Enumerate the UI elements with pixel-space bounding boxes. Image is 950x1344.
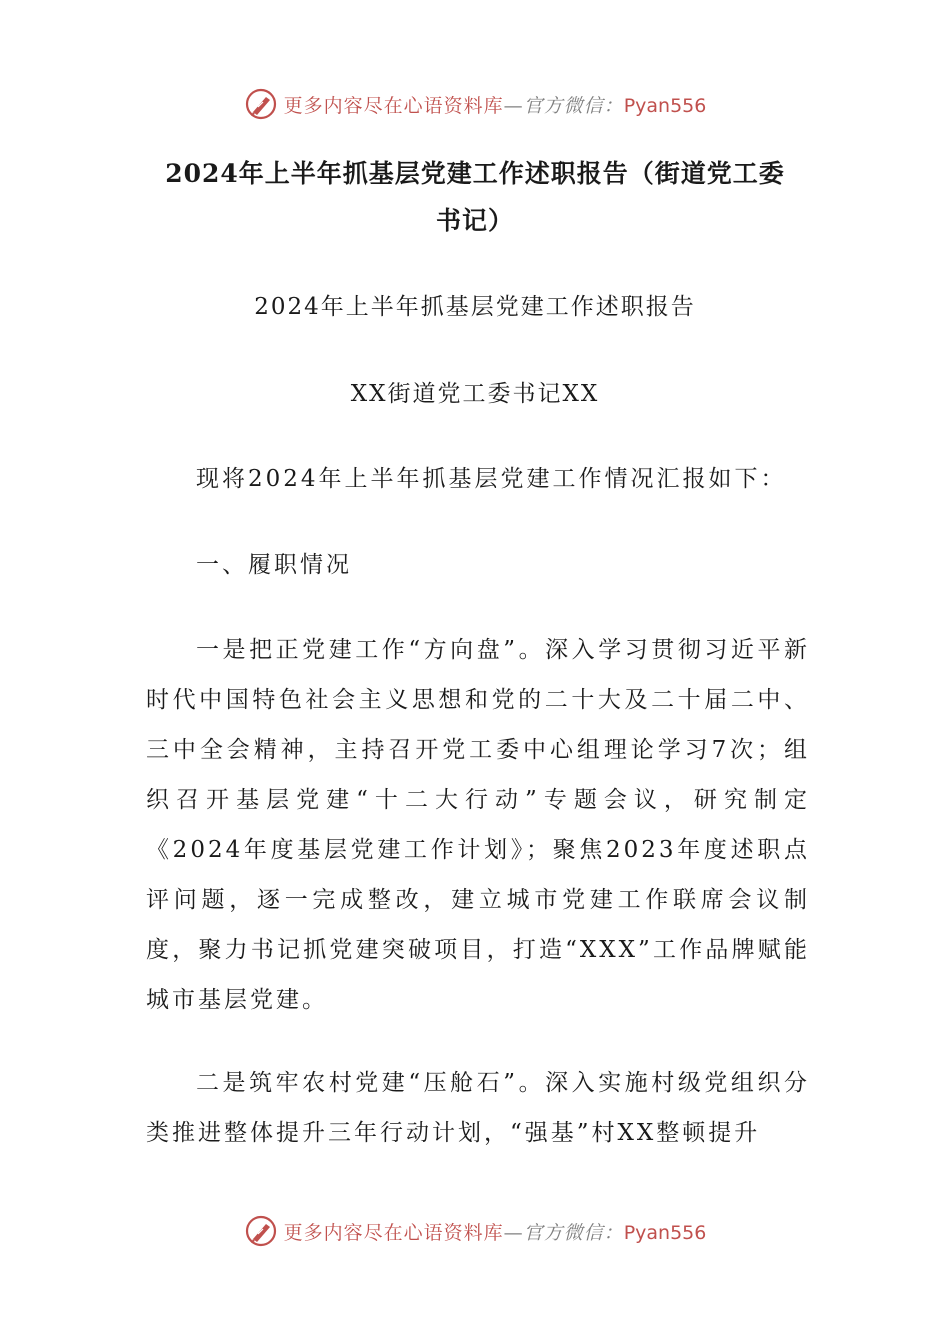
watermark-separator: —: [503, 94, 524, 117]
intro-paragraph: 现将2024年上半年抓基层党建工作情况汇报如下：: [196, 466, 787, 492]
body-paragraph: 一是把正党建工作“方向盘”。深入学习贯彻习近平新时代中国特色社会主义思想和党的二十大及二十届二中、三中全会精神，主持召开党工委中心组理论学习7次；组织召开基层党建“十二大行动”专题会议，研究制定《2024年度基层党建工作计划》；聚焦2023年度述职点评问题，逐一完成整改，建立城市党建工作联席会议制度，聚力书记抓党建突破项目，打造“XXX”工作品牌赋能城市基层党建。: [146, 637, 810, 1013]
watermark-separator: —: [503, 1221, 524, 1244]
watermark-wechat-id: Pyan556: [623, 94, 707, 117]
document-title: 2024年上半年抓基层党建工作述职报告（街道党工委书记）: [165, 159, 785, 235]
section-heading: 一、履职情况: [196, 552, 352, 578]
author-line: XX街道党工委书记XX: [350, 381, 600, 407]
watermark-lead: 更多内容尽在心语资料库: [283, 94, 504, 117]
watermark-wechat-id: Pyan556: [623, 1221, 707, 1244]
watermark-lead: 更多内容尽在心语资料库: [283, 1221, 504, 1244]
pen-nib-logo-icon: [244, 87, 278, 121]
watermark-text: [284, 1218, 707, 1245]
watermark-official-label: 官方微信：: [523, 1221, 624, 1244]
body-paragraph: 二是筑牢农村党建“压舱石”。深入实施村级党组织分类推进整体提升三年行动计划，“强基”村XX整顿提升: [146, 1070, 810, 1146]
document-subtitle: 2024年上半年抓基层党建工作述职报告: [254, 294, 696, 320]
body-paragraph-continued-wrapper: [146, 1058, 810, 1158]
watermark-header: [0, 84, 950, 124]
watermark-text: [284, 91, 707, 118]
pen-nib-logo-icon: [244, 1214, 278, 1248]
watermark-footer: [0, 1211, 950, 1251]
watermark-official-label: 官方微信：: [523, 94, 624, 117]
